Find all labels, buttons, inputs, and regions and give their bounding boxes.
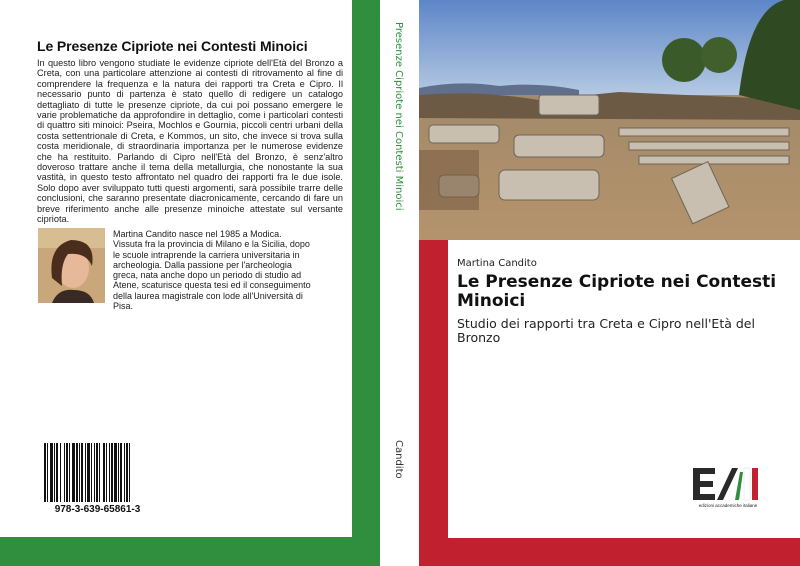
author-bio: Martina Candito nasce nel 1985 a Modica. Vissuta fra la provincia di Milano e la Sicilia, dopo le scuole intraprende la carriera universitaria in archeologia. Dalla passione per l'archeologia greca, nata anche dopo un periodo di studio ad Atene, scaturisce questa tesi ed il conseguimento della laurea magistrale con lode all'Università di Pisa. [113, 229, 311, 312]
red-stripe [419, 240, 448, 566]
green-stripe [352, 0, 380, 566]
front-subtitle: Studio dei rapporti tra Creta e Cipro nell'Età del Bronzo [457, 316, 755, 345]
spine-author: Candito [393, 440, 404, 479]
author-photo [38, 228, 105, 303]
cover-photo-ruins [419, 0, 800, 240]
spine-title: Presenze Cipriote nei Contesti Minoici [393, 22, 404, 211]
back-cover-title: Le Presenze Cipriote nei Contesti Minoici [37, 38, 308, 54]
barcode [44, 443, 151, 502]
isbn-number: 978-3-639-65861-3 [54, 504, 141, 515]
back-cover-blurb: In questo libro vengono studiate le evidenze cipriote dell'Età del Bronzo a Creta, con una particolare attenzione ai contesti di ritrovamento al fine di comprendere la frequenza e la natura dei rapporti tra Creta e Cipro. Il necessario punto di partenza è stato quello di redigere un catalogo dettagliato di tutte le presenze cipriote, da cui poi possano emergere le varie problematiche da approfondire in dettaglio, come i particolari contesti di quattro siti minoici: Pseira, Mochlos e Gournia, piccoli centri urbani della costa settentrionale di Creta, e Kommos, un sito, che invece si trova sulla costa meridionale, di straordinaria importanza per le numerose evidenze che ha restituito. Parlando di Cipro nell'Età del Bronzo, è senz'altro doveroso trattare anche il tema della metallurgia, che nonostante la sua vastità, in questo testo affrontato nel quadro dei rapporti fra le due isole. Solo dopo aver sviluppato tutti questi argomenti, sarà possibile trarre delle conclusioni, che saranno presentate diacronicamente, cercando di fare un breve riferimento anche alle presenze minoiche attestate sul versante cipriota. [37, 58, 343, 225]
green-bottom-band [0, 537, 380, 566]
front-title: Le Presenze Cipriote nei Contesti Minoici [457, 272, 777, 311]
publisher-name: edizioni accademiche italiane [698, 503, 758, 508]
red-bottom-band [419, 538, 800, 566]
front-author: Martina Candito [457, 258, 537, 269]
barcode-bar [130, 443, 132, 502]
